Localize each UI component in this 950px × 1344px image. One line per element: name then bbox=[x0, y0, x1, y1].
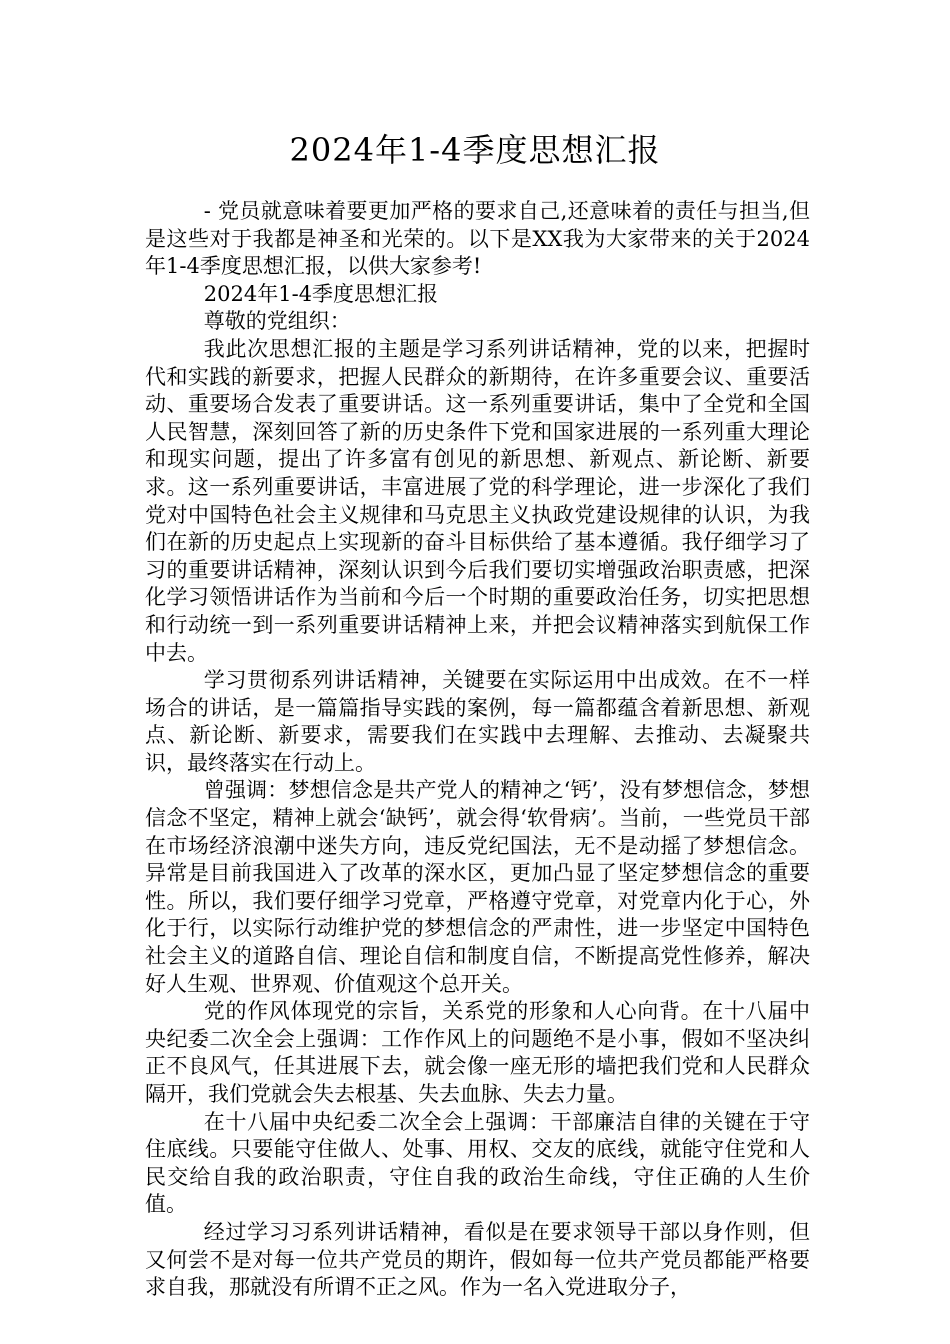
paragraph-intro: - 党员就意味着要更加严格的要求自己,还意味着的责任与担当,但是这些对于我都是神圣和光荣的。以下是XX我为大家带来的关于2024年1-4季度思想汇报，以供大家参考! bbox=[145, 199, 810, 279]
paragraph-subtitle: 2024年1-4季度思想汇报 bbox=[203, 281, 439, 306]
document-title: 2024年1-4季度思想汇报 bbox=[289, 131, 661, 169]
paragraph-salutation: 尊敬的党组织： bbox=[203, 309, 351, 334]
document-body bbox=[145, 198, 810, 1302]
paragraph-body: 在十八届中央纪委二次全会上强调：干部廉洁自律的关键在于守住底线。只要能守住做人、处事、用权、交友的底线，就能守住党和人民交给自我的政治职责，守住自我的政治生命线，守住正确的人生价值。 bbox=[145, 1109, 810, 1217]
paragraph-body: 我此次思想汇报的主题是学习系列讲话精神，党的以来，把握时代和实践的新要求，把握人民群众的新期待，在许多重要会议、重要活动、重要场合发表了重要讲话。这一系列重要讲话，集中了全党和全国人民智慧，深刻回答了新的历史条件下党和国家进展的一系列重大理论和现实问题，提出了许多富有创见的新思想、新观点、新论断、新要求。这一系列重要讲话，丰富进展了党的科学理论，进一步深化了我们党对中国特色社会主义规律和马克思主义执政党建设规律的认识，为我们在新的历史起点上实现新的奋斗目标供给了基本遵循。我仔细学习了习的重要讲话精神，深刻认识到今后我们要切实增强政治职责感，把深化学习领悟讲话作为当前和今后一个时期的重要政治任务，切实把思想和行动统一到一系列重要讲话精神上来，并把会议精神落实到航保工作中去。 bbox=[145, 336, 810, 665]
paragraph-body: 曾强调：梦想信念是共产党人的精神之‘钙’，没有梦想信念，梦想信念不坚定，精神上就会‘缺钙’，就会得‘软骨病’。当前，一些党员干部在市场经济浪潮中迷失方向，违反党纪国法，无不是动摇了梦想信念。异常是目前我国进入了改革的深水区，更加凸显了坚定梦想信念的重要性。所以，我们要仔细学习党章，严格遵守党章，对党章内化于心，外化于行，以实际行动维护党的梦想信念的严肃性，进一步坚定中国特色社会主义的道路自信、理论自信和制度自信，不断提高党性修养，解决好人生观、世界观、价值观这个总开关。 bbox=[145, 778, 810, 996]
paragraph-body: 学习贯彻系列讲话精神，关键要在实际运用中出成效。在不一样场合的讲话，是一篇篇指导实践的案例，每一篇都蕴含着新思想、新观点、新论断、新要求，需要我们在实践中去理解、去推动、去凝聚共识，最终落实在行动上。 bbox=[145, 668, 810, 775]
paragraph-body: 经过学习习系列讲话精神，看似是在要求领导干部以身作则，但又何尝不是对每一位共产党员的期许，假如每一位共产党员都能严格要求自我，那就没有所谓不正之风。作为一名入党进取分子， bbox=[145, 1219, 810, 1300]
paragraph-body: 党的作风体现党的宗旨，关系党的形象和人心向背。在十八届中央纪委二次全会上强调：工作作风上的问题绝不是小事，假如不坚决纠正不良风气，任其进展下去，就会像一座无形的墙把我们党和人民群众隔开，我们党就会失去根基、失去血脉、失去力量。 bbox=[145, 999, 810, 1106]
